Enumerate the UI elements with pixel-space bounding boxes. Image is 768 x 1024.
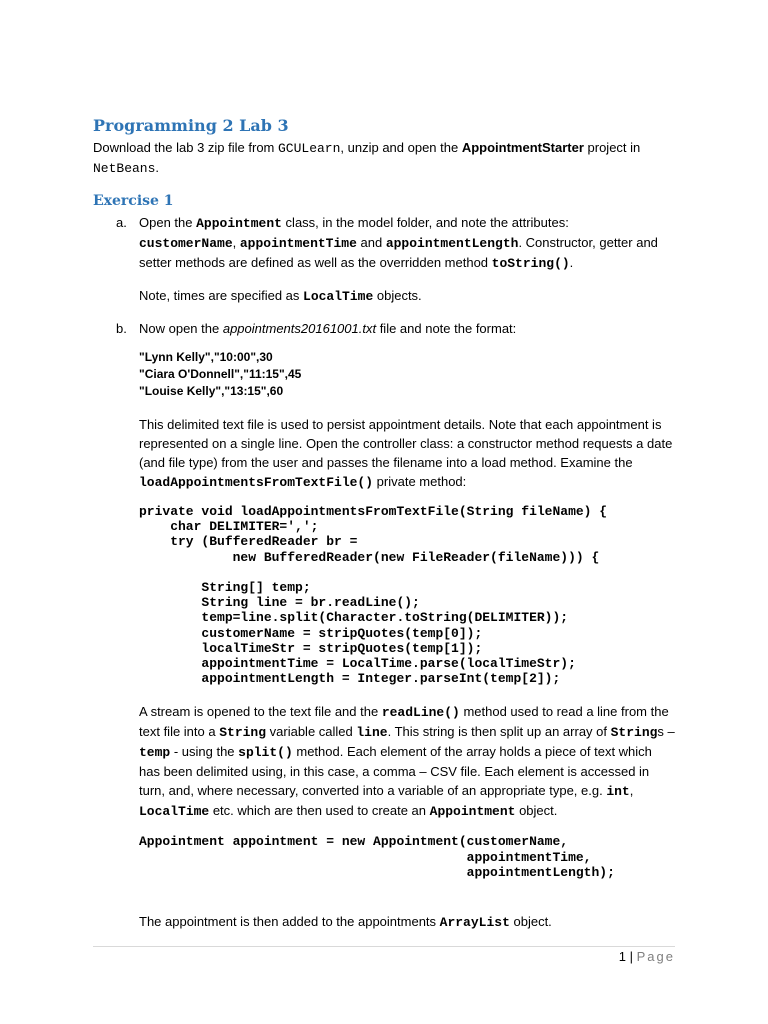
code-block-appointment: Appointment appointment = new Appointment(customerName, appointmentTime, appointmentLength); <box>139 834 615 880</box>
code-term: GCULearn <box>277 141 341 156</box>
code-block-load-method: private void loadAppointmentsFromTextFile(String fileName) { char DELIMITER=','; try (BufferedReader br = new BufferedReader(new FileReader(fileName))) { String[] temp; String line = br.readLine(); temp=line.split(Character.toString(DELIMITER)); customerName = stripQuotes(temp[0]); localTimeStr = stripQuotes(temp[1]); appointmentTime = LocalTime.parse(localTimeStr); appointmentLength = Integer.parseInt(temp[2]); <box>139 504 608 687</box>
description-paragraph: This delimited text file is used to persist appointment details. Note that each appointment is represented on a single line. Open the controller class: a constructor method requests a date (and file type) from the user and passes the filename into a load method. Examine the loadAppointmentsFromTextFile() private method: <box>139 417 673 490</box>
list-marker: b. <box>116 321 127 336</box>
page-number: 1 | Page <box>618 949 675 964</box>
exercise-heading: Exercise 1 <box>93 193 174 209</box>
intro-paragraph: Download the lab 3 zip file from GCULearn, unzip and open the AppointmentStarter project in NetBeans. <box>93 140 641 176</box>
sample-line: "Ciara O'Donnell","11:15",45 <box>139 367 302 381</box>
file-format-sample <box>139 349 675 400</box>
closing-paragraph: The appointment is then added to the appointments ArrayList object. <box>139 914 552 931</box>
explanation-paragraph: A stream is opened to the text file and the readLine() method used to read a line from the text file into a String variable called line. This string is then split up an array of Strings – temp - using the split() method. Each element of the array holds a piece of text which has been delimited using, in this case, a comma – CSV file. Each element is accessed in turn, and, where necessary, converted into a variable of an appropriate type, e.g. int, LocalTime etc. which are then used to create an Appointment object. <box>139 704 675 820</box>
page-label: Page <box>636 949 675 964</box>
list-item-a <box>93 213 675 306</box>
item-b-text: Now open the appointments20161001.txt file and note the format: <box>139 321 517 336</box>
document-page <box>93 116 675 932</box>
project-name: AppointmentStarter <box>461 140 584 155</box>
sample-line: "Lynn Kelly","10:00",30 <box>139 350 273 364</box>
page-title: Programming 2 Lab 3 <box>93 116 289 135</box>
footer-rule <box>93 946 675 947</box>
list-marker: a. <box>116 215 127 230</box>
file-name: appointments20161001.txt <box>222 321 377 336</box>
item-a-note: Note, times are specified as LocalTime objects. <box>139 288 422 304</box>
sample-line: "Louise Kelly","13:15",60 <box>139 384 284 398</box>
item-a-text: Open the Appointment class, in the model folder, and note the attributes: customerName, appointmentTime and appointmentLength. Constructor, getter and setter methods are defined as well as the overridden method toString(). <box>139 215 658 271</box>
code-term: NetBeans <box>93 161 156 176</box>
list-item-b <box>93 319 675 932</box>
